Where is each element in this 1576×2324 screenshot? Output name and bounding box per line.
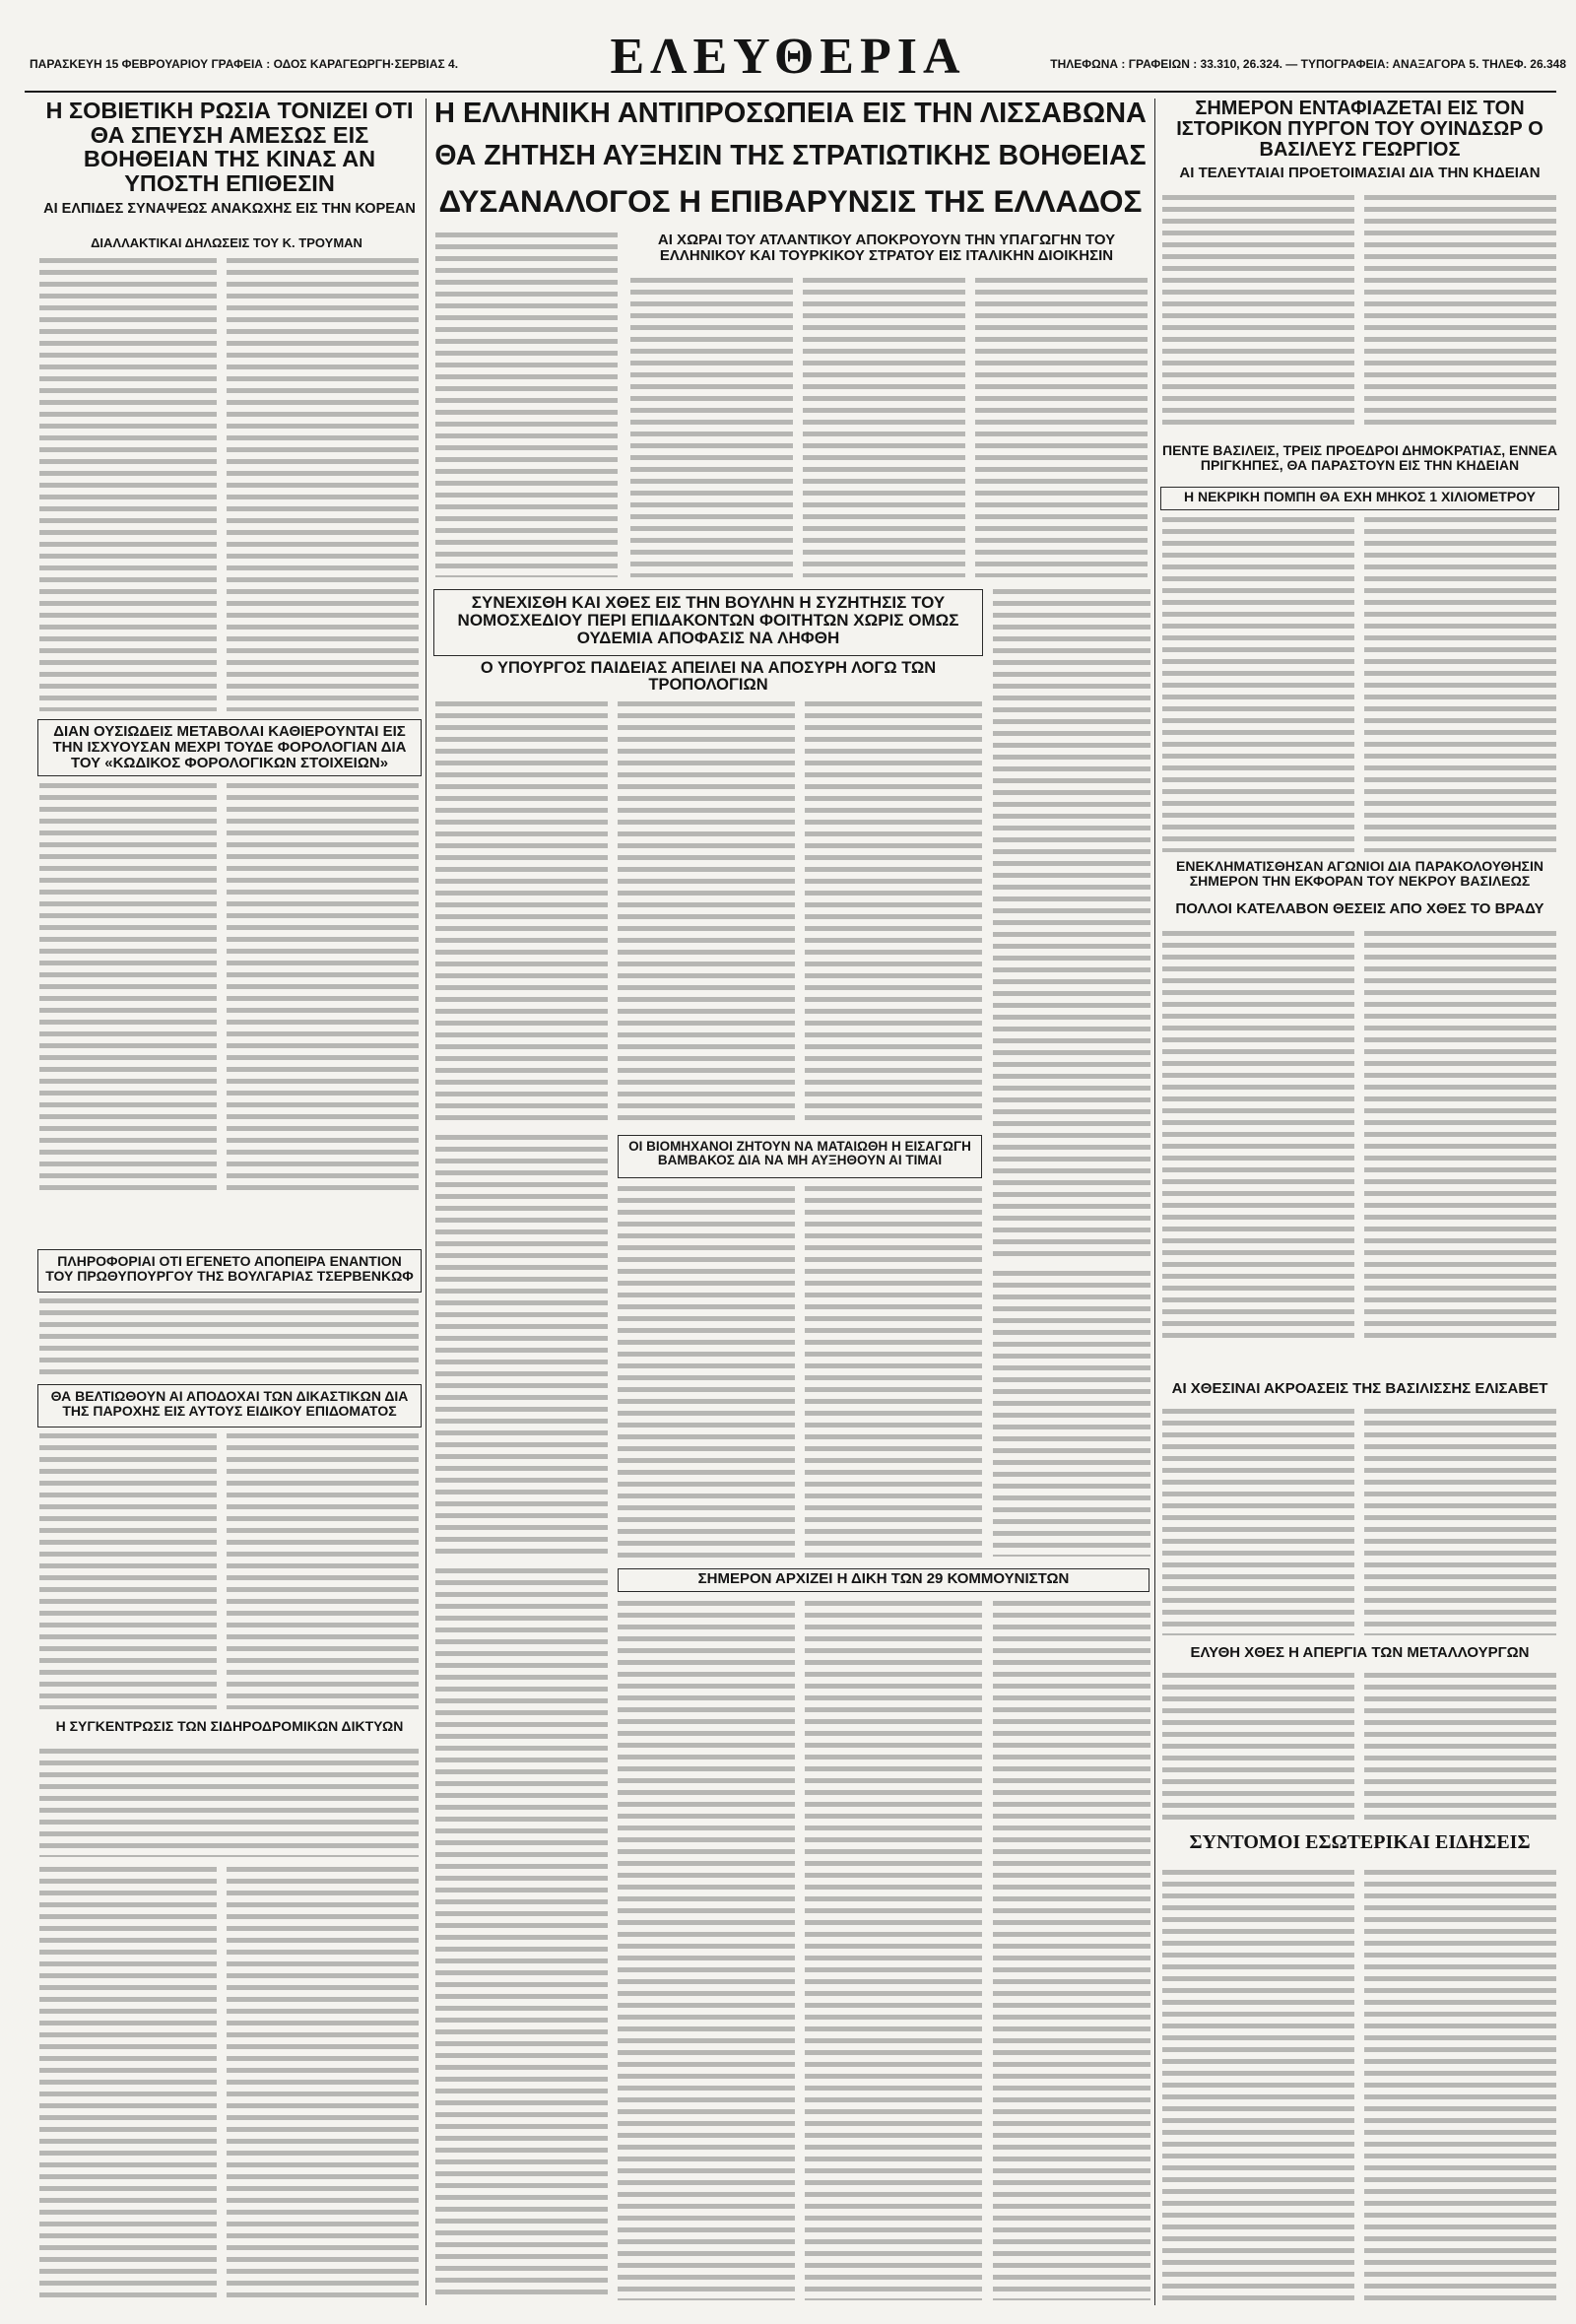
masthead-left: ΠΑΡΑΣΚΕΥΗ 15 ΦΕΒΡΟΥΑΡΙΟΥ ΓΡΑΦΕΙΑ : ΟΔΟΣ ΚΑΡΑΓΕΩΡΓΗ·ΣΕΡΒΙΑΣ 4. [30, 57, 459, 71]
body-text-block [39, 1433, 217, 1709]
headline-center-lower-1: ΣΥΝΕΧΙΣΘΗ ΚΑΙ ΧΘΕΣ ΕΙΣ ΤΗΝ ΒΟΥΛΗΝ Η ΣΥΖΗΤΗΣΙΣ ΤΟΥ ΝΟΜΟΣΧΕΔΙΟΥ ΠΕΡΙ ΕΠΙΔΑΚΟΝΤΩΝ ΦΟΙΤΗΤΩΝ ΧΩΡΙΣ ΟΜΩΣ ΟΥΔΕΜΙΑ ΑΠΟΦΑΣΙΣ ΝΑ ΛΗΦΘΗ [433, 589, 983, 656]
body-text-block [39, 1298, 419, 1377]
headline-right-lower2: ΕΛΥΘΗ ΧΘΕΣ Η ΑΠΕΡΓΙΑ ΤΩΝ ΜΕΤΑΛΛΟΥΡΓΩΝ [1190, 1645, 1530, 1661]
body-text-block [39, 783, 217, 1197]
headline-center-bottom: ΣΗΜΕΡΟΝ ΑΡΧΙΖΕΙ Η ΔΙΚΗ ΤΩΝ 29 ΚΟΜΜΟΥΝΙΣΤΩΝ [618, 1568, 1149, 1592]
body-text-block [1162, 1409, 1354, 1635]
body-text-block [435, 1135, 608, 1559]
headline-center-main-3: ΔΥΣΑΝΑΛΟΓΟΣ Η ΕΠΙΒΑΡΥΝΣΙΣ ΤΗΣ ΕΛΛΑΔΟΣ [438, 185, 1143, 219]
body-text-block [805, 1186, 982, 1560]
body-text-block [993, 1601, 1150, 2300]
headline-left-lower: ΠΛΗΡΟΦΟΡΙΑΙ ΟΤΙ ΕΓΕΝΕΤΟ ΑΠΟΠΕΙΡΑ ΕΝΑΝΤΙΟΝ ΤΟΥ ΠΡΩΘΥΠΟΥΡΓΟΥ ΤΗΣ ΒΟΥΛΓΑΡΙΑΣ ΤΣΕΡΒΕΝΚΩΦ [37, 1249, 422, 1293]
body-text-block [1364, 931, 1556, 1345]
body-text-block [1364, 195, 1556, 432]
body-text-block [618, 1186, 795, 1560]
body-text-block [435, 701, 608, 1125]
headline-left-top: Η ΣΟΒΙΕΤΙΚΗ ΡΩΣΙΑ ΤΟΝΙΖΕΙ ΟΤΙ ΘΑ ΣΠΕΥΣΗ ΑΜΕΣΩΣ ΕΙΣ ΒΟΗΘΕΙΑΝ ΤΗΣ ΚΙΝΑΣ ΑΝ ΥΠΟΣΤΗ ΕΠΙΘΕΣΙΝ [45, 99, 414, 197]
body-text-block [805, 701, 982, 1125]
headline-center-bottom-2: ΟΙ ΒΙΟΜΗΧΑΝΟΙ ΖΗΤΟΥΝ ΝΑ ΜΑΤΑΙΩΘΗ Η ΕΙΣΑΓΩΓΗ ΒΑΜΒΑΚΟΣ ΔΙΑ ΝΑ ΜΗ ΑΥΞΗΘΟΥΝ ΑΙ ΤΙΜΑΙ [618, 1135, 982, 1178]
headline-right-mid: ΠΕΝΤΕ ΒΑΣΙΛΕΙΣ, ΤΡΕΙΣ ΠΡΟΕΔΡΟΙ ΔΗΜΟΚΡΑΤΙΑΣ, ΕΝΝΕΑ ΠΡΙΓΚΗΠΕΣ, ΘΑ ΠΑΡΑΣΤΟΥΝ ΕΙΣ ΤΗΝ ΚΗΔΕΙΑΝ [1161, 443, 1558, 473]
body-text-block [1364, 1870, 1556, 2303]
body-text-block [227, 258, 419, 711]
headline-center-main-1: Η ΕΛΛΗΝΙΚΗ ΑΝΤΙΠΡΟΣΩΠΕΙΑ ΕΙΣ ΤΗΝ ΛΙΣΣΑΒΩΝΑ [433, 99, 1147, 129]
headline-center-lower-2: Ο ΥΠΟΥΡΓΟΣ ΠΑΙΔΕΙΑΣ ΑΠΕΙΛΕΙ ΝΑ ΑΠΟΣΥΡΗ ΛΟΓΩ ΤΩΝ ΤΡΟΠΟΛΟΓΙΩΝ [480, 660, 937, 694]
headline-left-sub: ΑΙ ΕΛΠΙΔΕΣ ΣΥΝΑΨΕΩΣ ΑΝΑΚΩΧΗΣ ΕΙΣ ΤΗΝ ΚΟΡΕΑΝ [43, 202, 416, 217]
headline-right-sub: ΑΙ ΤΕΛΕΥΤΑΙΑΙ ΠΡΟΕΤΟΙΜΑΣΙΑΙ ΔΙΑ ΤΗΝ ΚΗΔΕΙΑΝ [1179, 166, 1541, 181]
body-text-block [1364, 1409, 1556, 1635]
headline-left-small: ΔΙΑΛΛΑΚΤΙΚΑΙ ΔΗΛΩΣΕΙΣ ΤΟΥ Κ. ΤΡΟΥΜΑΝ [91, 236, 362, 250]
body-text-block [1162, 517, 1354, 852]
body-text-block [805, 1601, 982, 2300]
masthead-right: ΤΗΛΕΦΩΝΑ : ΓΡΑΦΕΙΩΝ : 33.310, 26.324. — ΤΥΠΟΓΡΑΦΕΙΑ: ΑΝΑΞΑΓΟΡΑ 5. ΤΗΛΕΦ. 26.348 [1050, 57, 1566, 71]
headline-left-mid: ΔΙΑΝ ΟΥΣΙΩΔΕΙΣ ΜΕΤΑΒΟΛΑΙ ΚΑΘΙΕΡΟΥΝΤΑΙ ΕΙΣ ΤΗΝ ΙΣΧΥΟΥΣΑΝ ΜΕΧΡΙ ΤΟΥΔΕ ΦΟΡΟΛΟΓΙΑΝ ΔΙΑ ΤΟΥ «ΚΩΔΙΚΟΣ ΦΟΡΟΛΟΓΙΚΩΝ ΣΤΟΙΧΕΙΩΝ» [37, 719, 422, 776]
column-rule [426, 99, 427, 2305]
headline-center-main-2: ΘΑ ΖΗΤΗΣΗ ΑΥΞΗΣΙΝ ΤΗΣ ΣΤΡΑΤΙΩΤΙΚΗΣ ΒΟΗΘΕΙΑΣ [434, 142, 1147, 171]
body-text-block [618, 1601, 795, 2300]
body-text-block [1364, 517, 1556, 852]
headline-right-top: ΣΗΜΕΡΟΝ ΕΝΤΑΦΙΑΖΕΤΑΙ ΕΙΣ ΤΟΝ ΙΣΤΟΡΙΚΟΝ ΠΥΡΓΟΝ ΤΟΥ ΟΥΙΝΔΣΩΡ Ο ΒΑΣΙΛΕΥΣ ΓΕΩΡΓΙΟΣ [1176, 99, 1543, 160]
body-text-block [39, 1867, 217, 2300]
body-text-block [39, 1749, 419, 1857]
body-text-block [1162, 1673, 1354, 1821]
headline-center-sub: ΑΙ ΧΩΡΑΙ ΤΟΥ ΑΤΛΑΝΤΙΚΟΥ ΑΠΟΚΡΟΥΟΥΝ ΤΗΝ ΥΠΑΓΩΓΗΝ ΤΟΥ ΕΛΛΗΝΙΚΟΥ ΚΑΙ ΤΟΥΡΚΙΚΟΥ ΣΤΡΑΤΟΥ ΕΙΣ ΙΤΑΛΙΚΗΝ ΔΙΟΙΚΗΣΙΝ [657, 232, 1116, 264]
headline-right-mid2: Η ΝΕΚΡΙΚΗ ΠΟΜΠΗ ΘΑ ΕΧΗ ΜΗΚΟΣ 1 ΧΙΛΙΟΜΕΤΡΟΥ [1160, 487, 1559, 510]
body-text-block [227, 783, 419, 1197]
body-text-block [993, 589, 1150, 1259]
body-text-block [39, 258, 217, 711]
body-text-block [975, 278, 1148, 577]
headline-right-lower3: ΣΥΝΤΟΜΟΙ ΕΣΩΤΕΡΙΚΑΙ ΕΙΔΗΣΕΙΣ [1189, 1832, 1531, 1853]
body-text-block [435, 232, 618, 577]
body-text-block [227, 1867, 419, 2300]
body-text-block [618, 701, 795, 1125]
body-text-block [227, 1433, 419, 1709]
body-text-block [435, 1568, 608, 2297]
body-text-block [1162, 1870, 1354, 2303]
masthead-rule [25, 91, 1556, 93]
body-text-block [1162, 931, 1354, 1345]
headline-right-lower: ΑΙ ΧΘΕΣΙΝΑΙ ΑΚΡΟΑΣΕΙΣ ΤΗΣ ΒΑΣΙΛΙΣΣΗΣ ΕΛΙΣΑΒΕΤ [1171, 1381, 1548, 1397]
headline-left-lower3: Η ΣΥΓΚΕΝΤΡΩΣΙΣ ΤΩΝ ΣΙΔΗΡΟΔΡΟΜΙΚΩΝ ΔΙΚΤΥΩΝ [55, 1719, 404, 1734]
body-text-block [630, 278, 793, 577]
headline-left-lower2: ΘΑ ΒΕΛΤΙΩΘΟΥΝ ΑΙ ΑΠΟΔΟΧΑΙ ΤΩΝ ΔΙΚΑΣΤΙΚΩΝ ΔΙΑ ΤΗΣ ΠΑΡΟΧΗΣ ΕΙΣ ΑΥΤΟΥΣ ΕΙΔΙΚΟΥ ΕΠΙΔΟΜΑΤΟΣ [37, 1384, 422, 1428]
body-text-block [993, 1271, 1150, 1557]
column-rule [1154, 99, 1155, 2305]
masthead-title: ΕΛΕΥΘΕΡΙΑ [610, 29, 966, 85]
headline-right-mid3: ΕΝΕΚΛΗΜΑΤΙΣΘΗΣΑΝ ΑΓΩΝΙΟΙ ΔΙΑ ΠΑΡΑΚΟΛΟΥΘΗΣΙΝ ΣΗΜΕΡΟΝ ΤΗΝ ΕΚΦΟΡΑΝ ΤΟΥ ΝΕΚΡΟΥ ΒΑΣΙΛΕΩΣ [1176, 859, 1543, 889]
body-text-block [1364, 1673, 1556, 1821]
body-text-block [1162, 195, 1354, 432]
headline-right-mid4: ΠΟΛΛΟΙ ΚΑΤΕΛΑΒΟΝ ΘΕΣΕΙΣ ΑΠΟ ΧΘΕΣ ΤΟ ΒΡΑΔΥ [1175, 901, 1544, 917]
body-text-block [803, 278, 965, 577]
